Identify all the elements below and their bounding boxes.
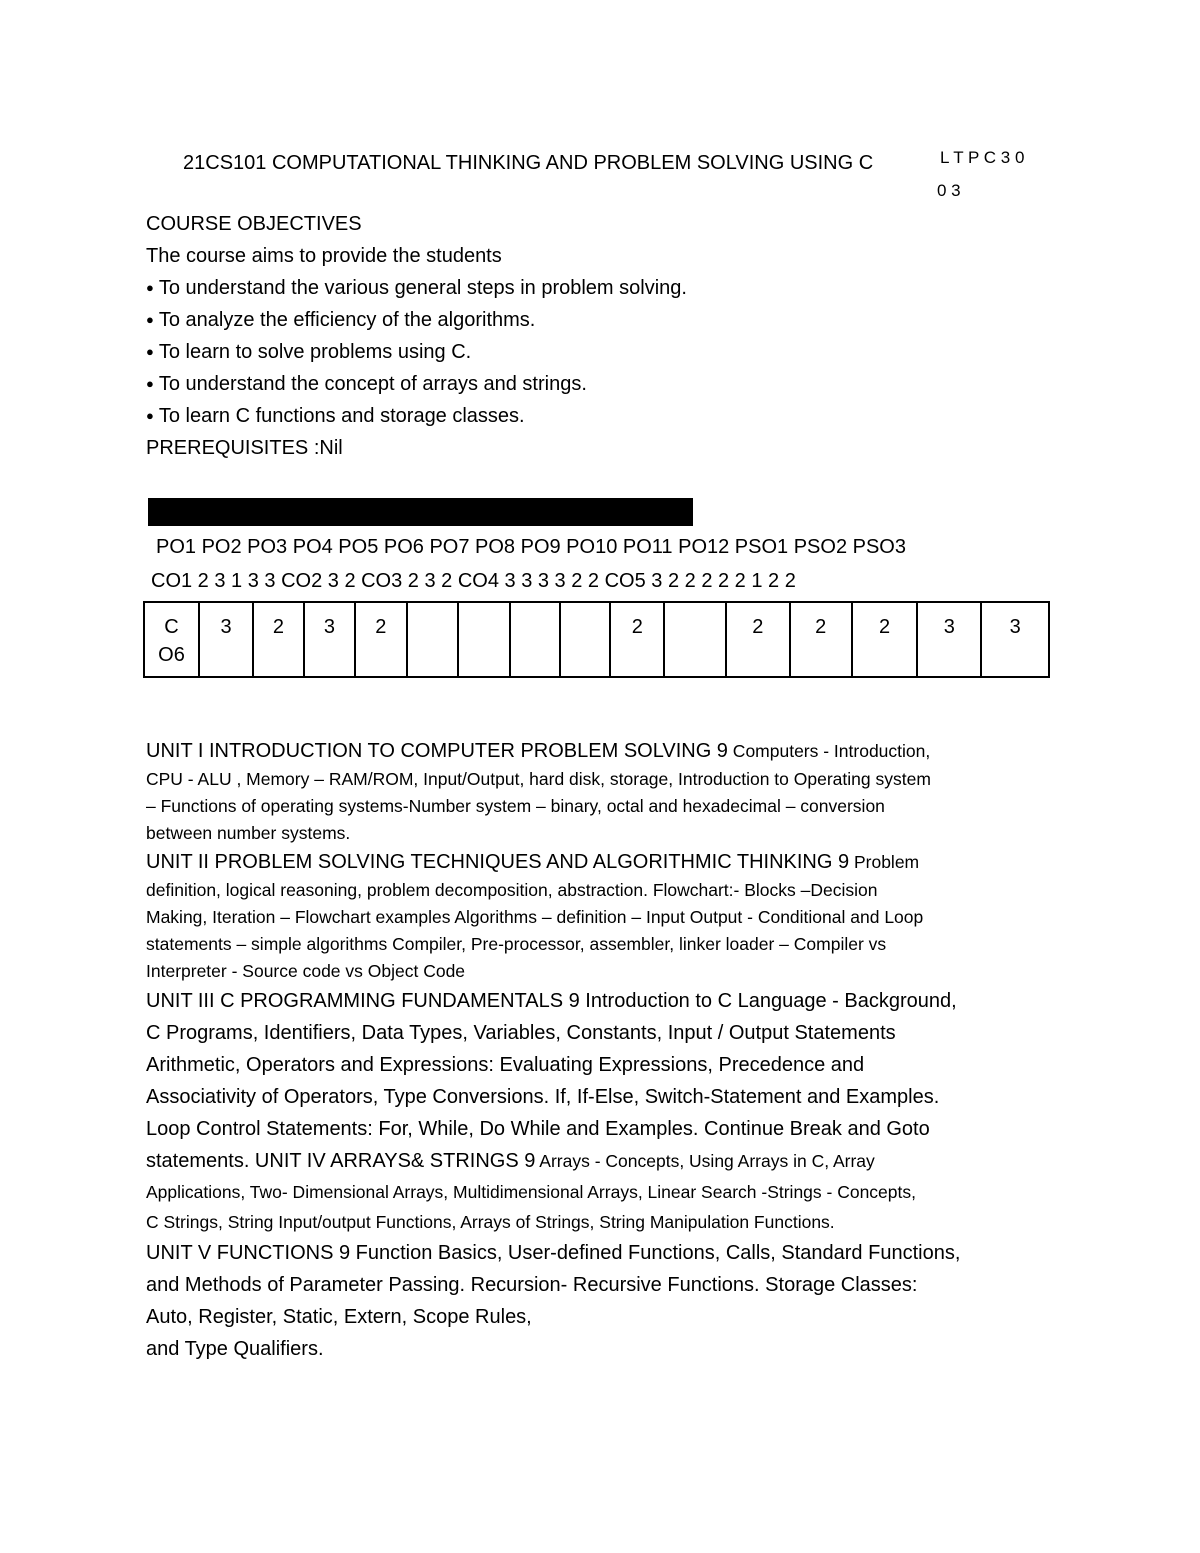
unit-5-line: and Type Qualifiers. — [146, 1338, 324, 1360]
unit-4-line: Applications, Two- Dimensional Arrays, Multidimensional Arrays, Linear Search -Strings - Concepts, — [146, 1182, 916, 1202]
objectives-heading: COURSE OBJECTIVES — [146, 213, 362, 235]
unit-5-line: and Methods of Parameter Passing. Recursion- Recursive Functions. Storage Classes: — [146, 1274, 918, 1296]
co6-label-cell: C O6 — [144, 602, 199, 677]
unit-5-line: UNIT V FUNCTIONS 9 Function Basics, User-defined Functions, Calls, Standard Functions, — [146, 1242, 961, 1264]
co6-cell: 3 — [304, 602, 355, 677]
co6-cell: 2 — [790, 602, 852, 677]
ltpc-line-1: L T P C 3 0 — [940, 148, 1025, 167]
objective-item: ● To learn to solve problems using C. — [146, 341, 472, 363]
bullet-icon: ● — [146, 408, 154, 423]
unit-3-line: Loop Control Statements: For, While, Do While and Examples. Continue Break and Goto — [146, 1118, 930, 1140]
co6-cell: 3 — [981, 602, 1049, 677]
unit-1-line: – Functions of operating systems-Number system – binary, octal and hexadecimal – conversion — [146, 796, 885, 816]
co6-cell — [560, 602, 610, 677]
co6-cell — [664, 602, 725, 677]
unit-2-line: Making, Iteration – Flowchart examples Algorithms – definition – Input Output - Conditional and Loop — [146, 907, 924, 927]
syllabus-units — [146, 736, 1061, 1365]
ltpc-line-2: 0 3 — [937, 181, 961, 200]
objective-item: ● To understand the various general steps in problem solving. — [146, 277, 687, 299]
unit-4-line: C Strings, String Input/output Functions, Arrays of Strings, String Manipulation Functions. — [146, 1212, 835, 1232]
co6-cell — [458, 602, 510, 677]
unit-1-line: between number systems. — [146, 823, 351, 843]
unit-4-line: statements. UNIT IV ARRAYS& STRINGS 9 Arrays - Concepts, Using Arrays in C, Array — [146, 1150, 875, 1172]
po-header-row: PO1 PO2 PO3 PO4 PO5 PO6 PO7 PO8 PO9 PO10 PO11 PO12 PSO1 PSO2 PSO3 — [156, 536, 906, 558]
bullet-icon: ● — [146, 344, 154, 359]
co6-cell: 2 — [610, 602, 664, 677]
co6-mapping-table — [143, 601, 1050, 678]
course-title: 21CS101 COMPUTATIONAL THINKING AND PROBLEM SOLVING USING C — [183, 152, 874, 174]
objective-item: ● To learn C functions and storage classes. — [146, 405, 525, 427]
objective-item: ● To understand the concept of arrays and strings. — [146, 373, 587, 395]
co6-cell — [510, 602, 560, 677]
course-objectives — [146, 208, 687, 464]
unit-2-line: definition, logical reasoning, problem decomposition, abstraction. Flowchart:- Blocks –Decision — [146, 880, 878, 900]
unit-1-line: CPU - ALU , Memory – RAM/ROM, Input/Output, hard disk, storage, Introduction to Operating system — [146, 769, 931, 789]
bullet-icon: ● — [146, 376, 154, 391]
co6-cell: 2 — [253, 602, 303, 677]
unit-1-line: UNIT I INTRODUCTION TO COMPUTER PROBLEM SOLVING 9 Computers - Introduction, — [146, 740, 931, 762]
objectives-intro: The course aims to provide the students — [146, 245, 502, 267]
co6-cell — [407, 602, 459, 677]
unit-3-line: Arithmetic, Operators and Expressions: Evaluating Expressions, Precedence and — [146, 1054, 865, 1076]
table-row — [144, 602, 1049, 677]
bullet-icon: ● — [146, 280, 154, 295]
unit-3-line: Associativity of Operators, Type Conversions. If, If-Else, Switch-Statement and Examples. — [146, 1086, 940, 1108]
unit-5-line: Auto, Register, Static, Extern, Scope Rules, — [146, 1306, 532, 1328]
redaction-bar — [148, 498, 693, 526]
unit-2-line: Interpreter - Source code vs Object Code — [146, 961, 466, 981]
co6-cell: 2 — [726, 602, 790, 677]
objective-item: ● To analyze the efficiency of the algorithms. — [146, 309, 536, 331]
co6-cell: 2 — [355, 602, 406, 677]
prerequisites: PREREQUISITES :Nil — [146, 437, 343, 459]
unit-3-line: UNIT III C PROGRAMMING FUNDAMENTALS 9 Introduction to C Language - Background, — [146, 990, 957, 1012]
unit-3-line: C Programs, Identifiers, Data Types, Variables, Constants, Input / Output Statements — [146, 1022, 896, 1044]
co6-cell: 2 — [852, 602, 918, 677]
co-mapping-line: CO1 2 3 1 3 3 CO2 3 2 CO3 2 3 2 CO4 3 3 3 3 2 2 CO5 3 2 2 2 2 2 1 2 2 — [151, 570, 796, 592]
unit-2-line: statements – simple algorithms Compiler, Pre-processor, assembler, linker loader – Compiler vs — [146, 934, 887, 954]
co6-cell: 3 — [917, 602, 981, 677]
bullet-icon: ● — [146, 312, 154, 327]
co6-cell: 3 — [199, 602, 253, 677]
unit-2-line: UNIT II PROBLEM SOLVING TECHNIQUES AND ALGORITHMIC THINKING 9 Problem — [146, 851, 920, 873]
